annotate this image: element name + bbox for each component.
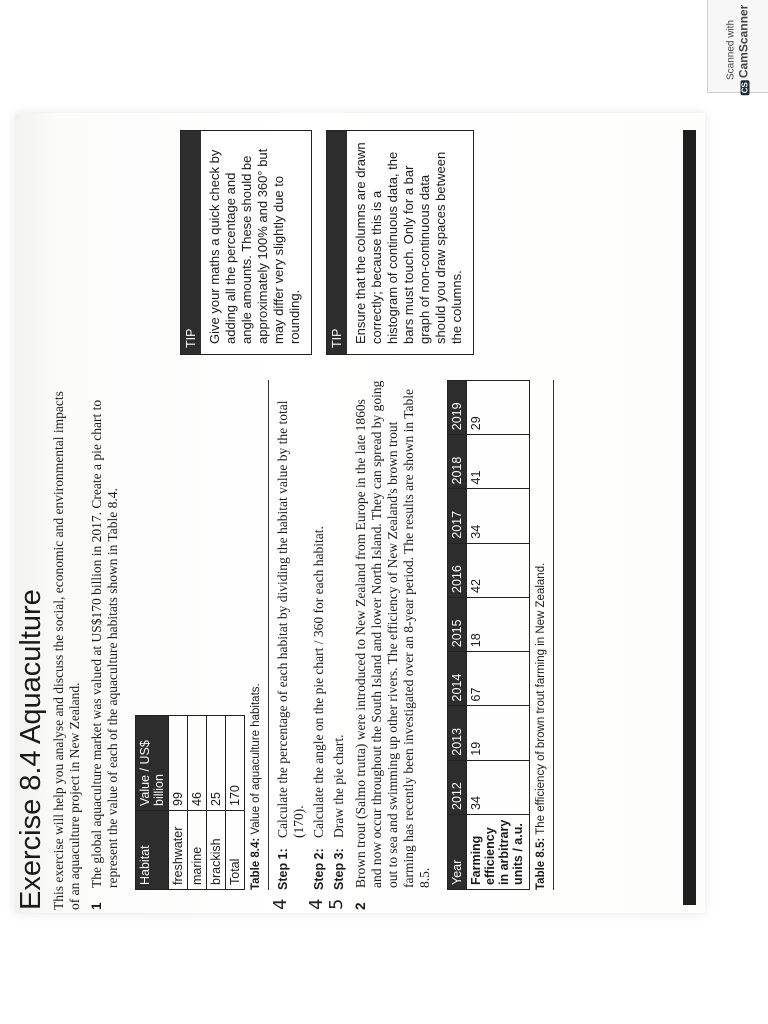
efficiency-value: 29 <box>467 381 530 435</box>
tip-text: Give your maths a quick check by adding all the percentage and angle amounts. These should be approximately 100% and 360° but may differ very slightly due to rounding. <box>207 148 302 344</box>
table-8-5-caption-text: The efficiency of brown trout farming in New Zealand. <box>535 562 547 835</box>
tip-box-histogram <box>326 130 474 355</box>
question-2 <box>353 380 433 910</box>
year-cell: 2014 <box>448 652 467 706</box>
tip-text: Ensure that the columns are drawn correctly; because this is a histogram of continuous data, the bars must touch. Only for a bar graph of non-continuous data should you draw spaces between the columns. <box>353 142 464 344</box>
scanner-watermark <box>707 0 768 93</box>
step-3 <box>326 380 347 910</box>
watermark-text <box>726 5 751 96</box>
step-label: Step 1: <box>276 848 290 890</box>
step-label: Step 3: <box>332 848 346 890</box>
table-row <box>188 716 207 890</box>
question-1-text: The global aquaculture market was valued at US$170 billion in 2017. Create a pie chart to represent the value of each of the aquaculture habitats shown in Table 8.4. <box>89 399 120 888</box>
watermark-line2 <box>737 5 751 96</box>
year-cell: 2015 <box>448 598 467 652</box>
habitat-value: 25 <box>207 716 226 811</box>
efficiency-value: 41 <box>467 435 530 489</box>
handwritten-mark: 4 <box>270 898 291 910</box>
exercise-main-column <box>15 380 554 910</box>
year-cell: 2013 <box>448 706 467 760</box>
table-header-habitat: Habitat <box>136 811 169 890</box>
step-label: Step 2: <box>312 848 326 890</box>
handwritten-mark: 5 <box>326 898 347 910</box>
year-cell: 2019 <box>448 381 467 435</box>
efficiency-value: 42 <box>467 543 530 597</box>
table-8-5-caption-label: Table 8.5: <box>535 837 547 890</box>
table-8-4-caption-label: Table 8.4: <box>250 837 262 890</box>
tip-box-rounding <box>180 130 312 355</box>
table-row <box>467 381 530 890</box>
pie-chart-steps <box>270 380 347 910</box>
table-row <box>207 716 226 890</box>
habitat-name: freshwater <box>169 811 188 890</box>
efficiency-value: 34 <box>467 489 530 543</box>
exercise-title: Exercise 8.4 Aquaculture <box>15 589 47 910</box>
table-8-4-caption-text: Value of aquaculture habitats. <box>250 683 262 835</box>
efficiency-value: 19 <box>467 706 530 760</box>
question-2-number: 2 <box>353 902 368 910</box>
table-row <box>169 716 188 890</box>
efficiency-value: 18 <box>467 598 530 652</box>
tip-heading: TIP <box>327 131 347 354</box>
question-1 <box>89 380 121 910</box>
habitat-value-table <box>135 715 245 890</box>
table-8-4-caption <box>250 380 262 890</box>
efficiency-row-label: Farming efficiency in arbitrary units / a.u. <box>467 815 530 890</box>
habitat-value: 46 <box>188 716 207 811</box>
table-header-value: Value / US$ billion <box>136 716 169 811</box>
efficiency-value: 67 <box>467 652 530 706</box>
habitat-name: Total <box>226 811 245 890</box>
question-1-number: 1 <box>89 902 104 910</box>
rotated-page-content <box>15 130 690 910</box>
year-cell: 2018 <box>448 435 467 489</box>
table-8-5-caption <box>535 380 547 890</box>
table-row <box>226 716 245 890</box>
efficiency-value: 34 <box>467 760 530 814</box>
habitat-value: 170 <box>226 716 245 811</box>
step-text: Draw the pie chart. <box>331 734 346 838</box>
tip-heading: TIP <box>181 131 201 354</box>
step-2 <box>306 380 327 910</box>
watermark-line1: Scanned with <box>725 19 737 81</box>
step-1 <box>270 380 307 910</box>
year-cell: 2012 <box>448 760 467 814</box>
habitat-value: 99 <box>169 716 188 811</box>
habitat-name: brackish <box>207 811 226 890</box>
step-text: Calculate the percentage of each habitat by dividing the habitat value by the total (170). <box>275 400 306 838</box>
exercise-intro: This exercise will help you analyse and discuss the social, economic and environmental impacts of an aquaculture project in New Zealand. <box>51 391 82 910</box>
section-divider <box>553 380 554 890</box>
watermark-brand: CamScanner <box>736 4 751 79</box>
habitat-name: marine <box>188 811 207 890</box>
step-text: Calculate the angle on the pie chart / 360 for each habitat. <box>311 526 326 838</box>
table-header-year: Year <box>448 815 467 890</box>
year-cell: 2016 <box>448 543 467 597</box>
camscanner-logo-icon: CS <box>740 82 750 94</box>
tips-column <box>180 130 474 355</box>
handwritten-mark: 4 <box>306 898 327 910</box>
section-divider <box>268 380 269 890</box>
trout-efficiency-table <box>447 380 530 890</box>
year-cell: 2017 <box>448 489 467 543</box>
question-2-text: Brown trout (Salmo trutta) were introduced to New Zealand from Europe in the late 1860s and now occur throughout the South Island and lower North Island. They can spread by going out to sea and swimming up other rivers. The efficiency of New Zealand's brown trout farming has recently been investigated over an 8-year period. The results are shown in Table 8.5. <box>353 380 432 888</box>
